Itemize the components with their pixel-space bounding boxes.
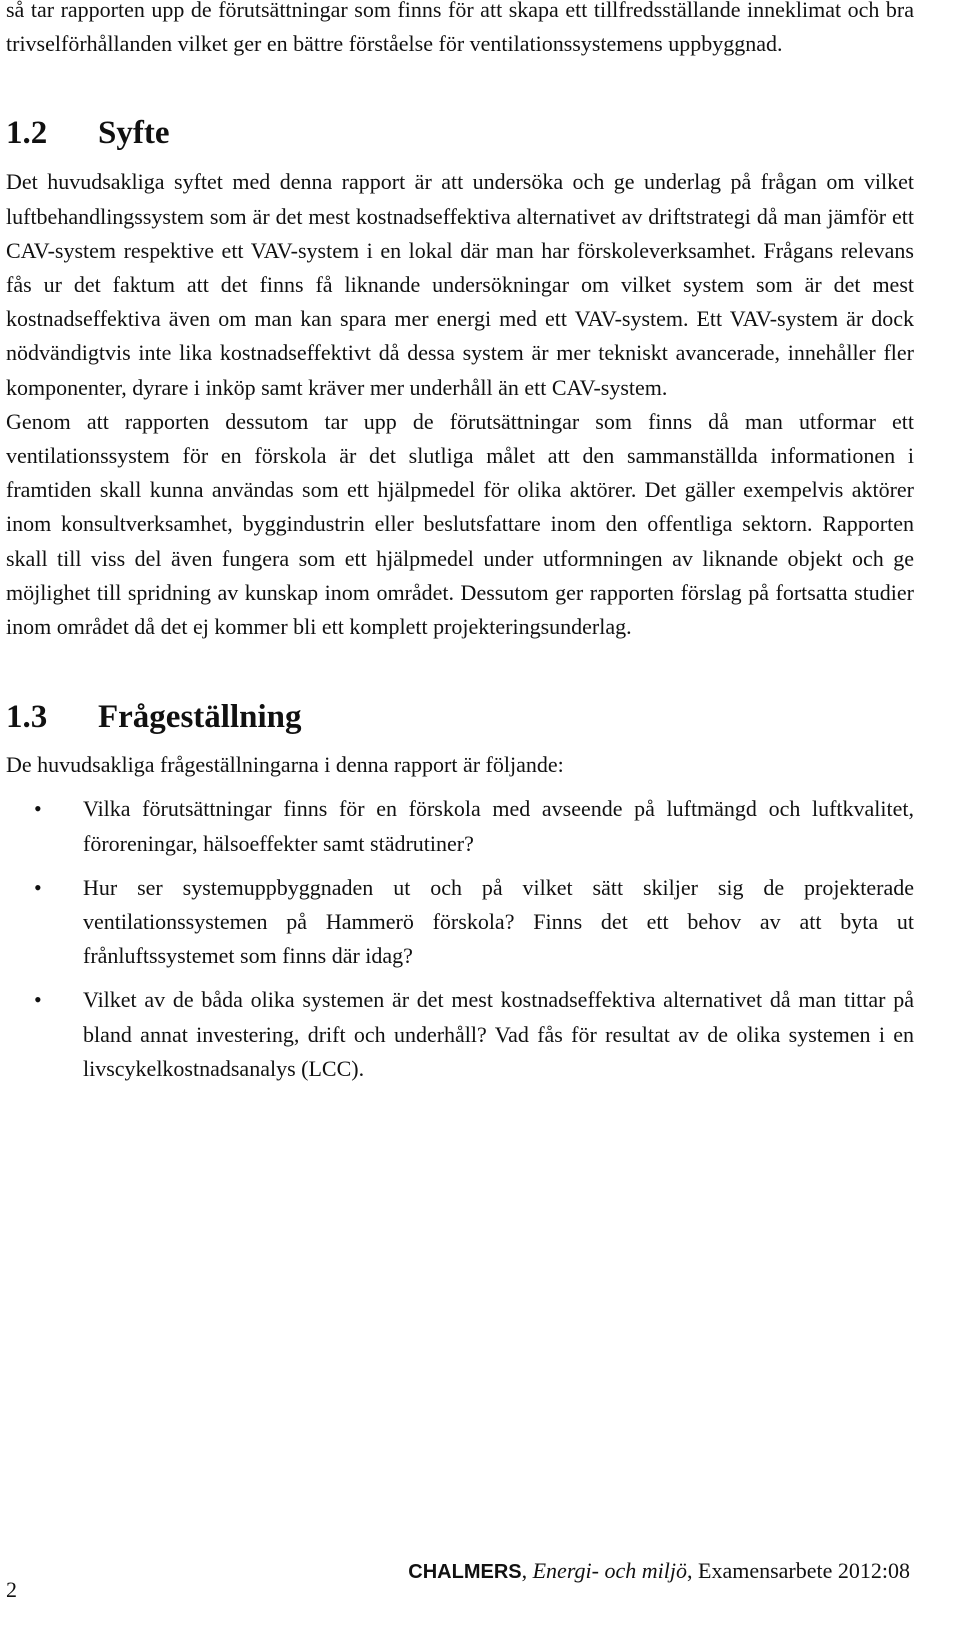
section-title: Syfte: [98, 115, 170, 152]
section-title: Frågeställning: [98, 699, 302, 736]
section-number: 1.2: [6, 115, 48, 152]
list-item-text: Vilket av de båda olika systemen är det mest kostnadseffektiva alternativet då man tittar på bland annat investering, drift och underhåll? Vad fås för resultat av de olika systemen i en livscykelkostnadsanalys (LCC).: [83, 987, 914, 1081]
bullet-icon: •: [34, 987, 42, 1013]
bullet-icon: •: [34, 796, 42, 822]
fragestallning-intro: De huvudsakliga frågeställningarna i denna rapport är följande:: [6, 752, 564, 778]
intro-paragraph: så tar rapporten upp de förutsättningar som finns för att skapa ett tillfredsställande inneklimat och bra trivselförhållanden vilket ger en bättre förståelse för ventilationssystemens uppbyggnad.: [6, 0, 914, 57]
footer-thesis: , Examensarbete 2012:08: [687, 1558, 910, 1583]
footer-comma: ,: [521, 1558, 528, 1583]
list-item-text: Hur ser systemuppbyggnaden ut och på vilket sätt skiljer sig de projekterade ventilationssystemen på Hammerö förskola? Finns det ett behov av att byta ut frånluftssystemet som finns där idag?: [83, 874, 914, 969]
section-heading-fragestallning: [6, 697, 914, 737]
syfte-paragraph-2: Genom att rapporten dessutom tar upp de förutsättningar som finns då man utformar ett ventilationssystem för en förskola är det slutliga målet att den sammanställda informationen i framtiden skall kunna användas som ett hjälpmedel för olika aktörer. Det gäller exempelvis aktörer inom konsultverksamhet, byggindustrin eller beslutsfattare inom den offentliga sektorn. Rapporten skall till viss del även fungera som ett hjälpmedel under utformningen av liknande objekt och ge möjlighet till spridning av kunskap inom området. Dessutom ger rapporten förslag på fortsatta studier inom området då det ej kommer bli ett komplett projekteringsunderlag.: [6, 408, 914, 640]
page-number: 2: [6, 1577, 17, 1602]
syfte-paragraph-1: Det huvudsakliga syftet med denna rapport är att undersöka och ge underlag på frågan om vilket luftbehandlingssystem som är det mest kostnadseffektiva alternativet av driftstrategi då man jämför ett CAV-system respektive ett VAV-system i en lokal där man har förskoleverksamhet. Frågans relevans fås ur det faktum att det finns få liknande undersökningar om vilket system som är det mest kostnadseffektiva även om man kan spara mer energi med ett VAV-system. Ett VAV-system är dock nödvändigtvis inte lika kostnadseffektivt då dessa system är mer tekniskt avancerade, innehåller fler komponenter, dyrare i inköp samt kräver mer underhåll än ett CAV-system.: [6, 169, 914, 400]
question-list: [6, 792, 914, 1086]
section-heading-syfte: [6, 113, 914, 153]
footer-brand: CHALMERS: [408, 1561, 522, 1583]
section-number: 1.3: [6, 699, 48, 736]
list-item: [6, 792, 914, 860]
list-item-text: Vilka förutsättningar finns för en förskola med avseende på luftmängd och luftkvalitet, föroreningar, hälsoeffekter samt städrutiner?: [83, 796, 914, 856]
bullet-icon: •: [34, 874, 42, 900]
page-content: [6, 0, 914, 1096]
list-item: [6, 871, 914, 974]
footer-department: Energi- och miljö: [532, 1558, 687, 1583]
page-footer: [408, 1556, 910, 1587]
list-item: [6, 983, 914, 1086]
